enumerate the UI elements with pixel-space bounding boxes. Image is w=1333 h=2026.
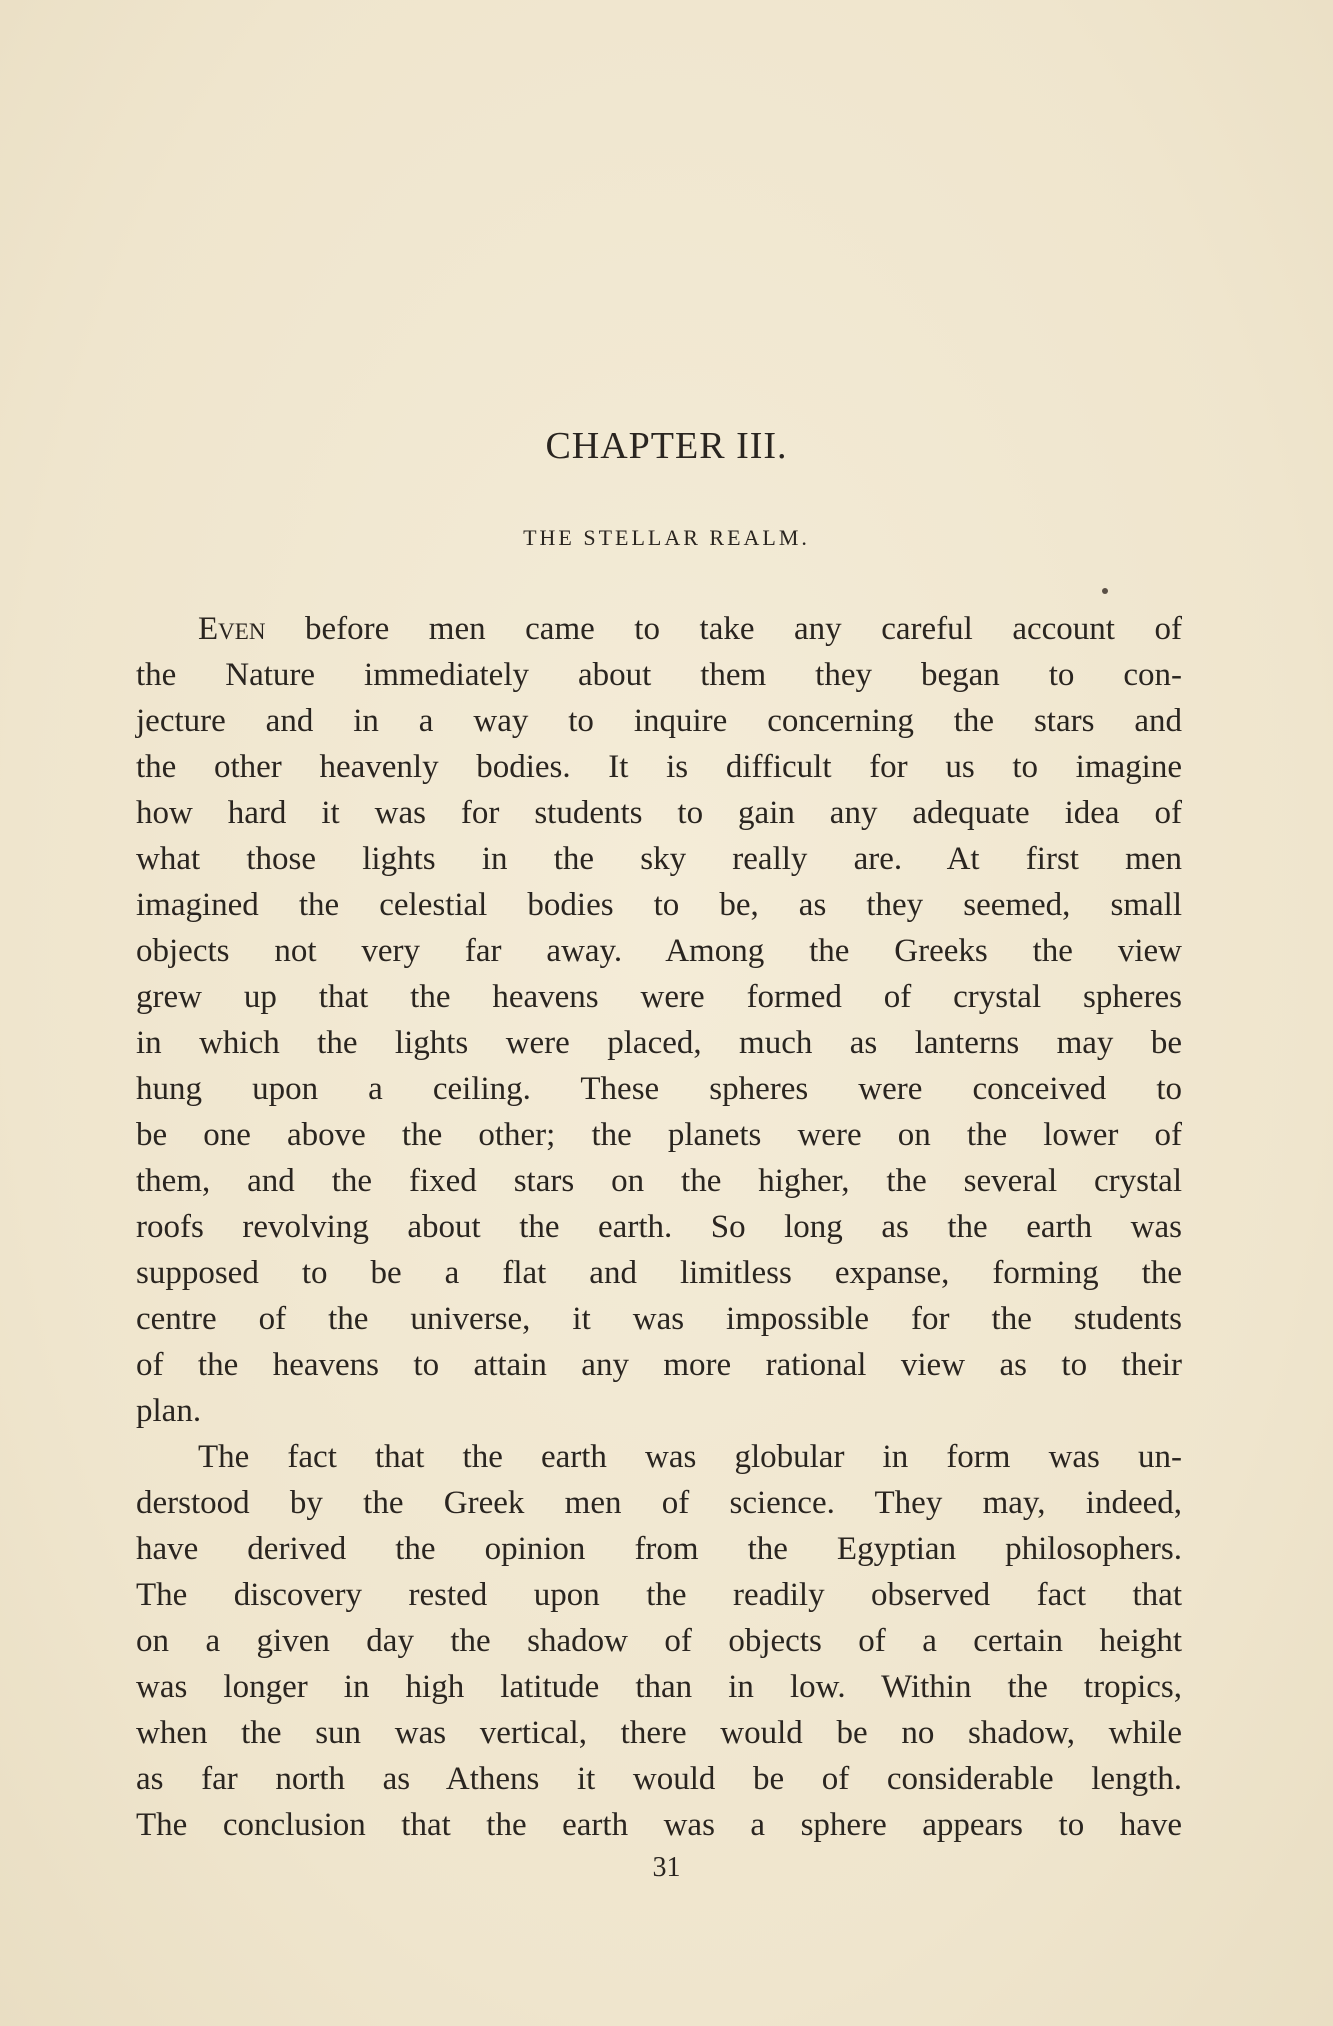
text-line: as far north as Athens it would be of considerable length. bbox=[136, 1761, 1182, 1797]
text-line: The fact that the earth was globular in form was un- bbox=[198, 1439, 1182, 1475]
text-line: Even before men came to take any careful account of bbox=[198, 611, 1182, 647]
text-line: The conclusion that the earth was a sphere appears to have bbox=[136, 1807, 1182, 1843]
text-line: plan. bbox=[136, 1393, 202, 1429]
text-line: hung upon a ceiling. These spheres were conceived to bbox=[136, 1071, 1182, 1107]
text-line: be one above the other; the planets were on the lower of bbox=[136, 1117, 1182, 1153]
page-number: 31 bbox=[652, 1852, 681, 1883]
text-line: centre of the universe, it was impossible for the students bbox=[136, 1301, 1182, 1337]
opening-word: Even bbox=[198, 611, 266, 647]
section-title: THE STELLAR REALM. bbox=[523, 525, 810, 550]
text-line: The discovery rested upon the readily observed fact that bbox=[136, 1577, 1182, 1613]
text-line: in which the lights were placed, much as lanterns may be bbox=[136, 1025, 1182, 1061]
text-line: what those lights in the sky really are. At first men bbox=[136, 841, 1182, 877]
chapter-title: CHAPTER III. bbox=[545, 425, 788, 467]
text-line: when the sun was vertical, there would be no shadow, while bbox=[136, 1715, 1182, 1751]
text-line: the Nature immediately about them they began to con- bbox=[136, 657, 1182, 693]
text-line: was longer in high latitude than in low. Within the tropics, bbox=[136, 1669, 1182, 1705]
text-line: grew up that the heavens were formed of crystal spheres bbox=[136, 979, 1182, 1015]
text-line: of the heavens to attain any more rational view as to their bbox=[136, 1347, 1182, 1383]
text-line: derstood by the Greek men of science. They may, indeed, bbox=[136, 1485, 1182, 1521]
text-line: objects not very far away. Among the Greeks the view bbox=[136, 933, 1182, 969]
text-line: them, and the fixed stars on the higher, the several crystal bbox=[136, 1163, 1182, 1199]
text-line: on a given day the shadow of objects of a certain height bbox=[136, 1623, 1182, 1659]
text-line: roofs revolving about the earth. So long as the earth was bbox=[136, 1209, 1182, 1245]
text-line: how hard it was for students to gain any adequate idea of bbox=[136, 795, 1182, 831]
text-line: have derived the opinion from the Egyptian philosophers. bbox=[136, 1531, 1182, 1567]
text-line: supposed to be a flat and limitless expanse, forming the bbox=[136, 1255, 1182, 1291]
text-line: jecture and in a way to inquire concerning the stars and bbox=[136, 703, 1182, 739]
body-text bbox=[136, 606, 1182, 1848]
ink-speck bbox=[1102, 588, 1108, 594]
text-line: the other heavenly bodies. It is difficult for us to imagine bbox=[136, 749, 1182, 785]
text-line: imagined the celestial bodies to be, as they seemed, small bbox=[136, 887, 1182, 923]
